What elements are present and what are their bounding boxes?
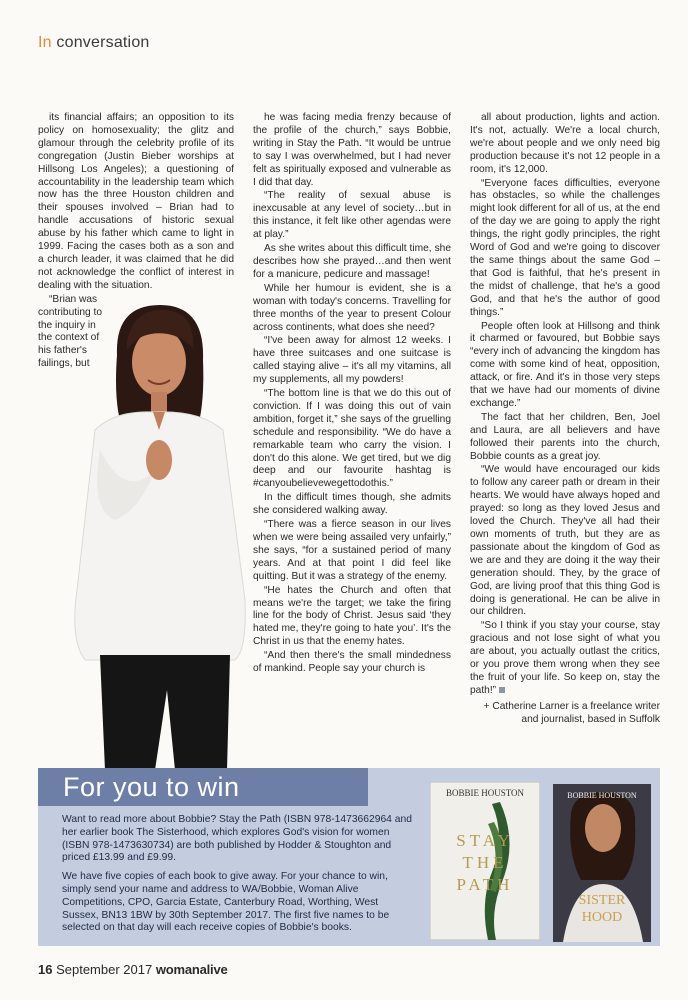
article-paragraph: he was facing media frenzy because of the profile of the church,” says Bobbie, writing in Stay the Path. “It would be untrue to say I was overwhelmed, but I had never felt as spiritually exposed and vulnerable as I did that day. [253,112,451,188]
article-paragraph: “And then there's the small mindedness of mankind. People say your church is [253,650,451,675]
article-paragraph: In the difficult times though, she admits she considered walking away. [253,492,451,517]
section-label [38,34,150,52]
book2-title-line: SISTER [578,893,626,908]
article-paragraph: “The bottom line is that we do this out of conviction. If I was doing this out of vain ambition, forget it,” she says of the gruelling schedule and responsibility. “We do have a remarkable team who carry the vision. I don't do this alone. We get tired, but we dig deep and our favourite hashtag is #canyoubelievewegettodothis.” [253,388,451,490]
competition-text [62,814,417,941]
article-paragraph: As she writes about this difficult time, she describes how she prayed…and then went for a manicure, pedicure and massage! [253,243,451,280]
article-paragraph: “I've been away for almost 12 weeks. I have three suitcases and one suitcase is called staying alive – it's all my vitamins, all my supplements, all my powders! [253,335,451,386]
byline [470,701,660,727]
article-paragraph: People often look at Hillsong and think it charmed or favoured, but Bobbie says “every inch of advancing the kingdom has come with some kind of heat, opposition, attack, or fire. And it's in those very steps that we have had our moments of divine exchange.” [470,320,660,409]
competition-paragraph: We have five copies of each book to give away. For your chance to win, simply send your name and address to WA/Bobbie, Woman Alive Competitions, CPO, Garcia Estate, Canterbury Road, Worthing, West Sussex, BN13 1BW by 30th September 2017. The first five names to be selected on that day will each receive copies of Bobbie's books. [62,871,390,934]
byline-line-1: + Catherine Larner is a freelance writer [483,700,660,712]
page-footer [38,962,228,977]
book-cover-sisterhood [553,784,651,942]
book1-title-line: THE [462,853,508,872]
book2-author: BOBBIE HOUSTON [567,791,637,800]
article-paragraph: “He hates the Church and often that means we're the target; we take the firing line for the body of Christ. Jesus said ‘they hated me, they're going to hate you’. It's the Christ in us that the enemy hates. [253,584,451,648]
article-column-2 [253,112,451,677]
book2-title-line: HOOD [581,910,623,925]
issue-date: September 2017 [52,962,156,977]
competition-title: For you to win [38,768,368,806]
article-paragraph: While her humour is evident, she is a woman with today's concerns. Travelling for three months of the year to present Colour across continents, what does she need? [253,282,451,333]
end-mark-icon [499,687,505,693]
portrait-photo [55,300,255,770]
competition-box [38,768,660,946]
section-label-first: In [38,34,52,51]
book1-title-line: STAY [456,831,514,850]
article-paragraph [470,620,660,697]
page-number: 16 [38,962,53,977]
competition-paragraph: Want to read more about Bobbie? Stay the Path (ISBN 978-1473662964 and her earlier book The Sisterhood, which explores God's vision for women (ISBN 978-1473630734) are both published by Hodder & Stoughton and priced £13.99 and £9.99. [62,814,412,864]
article-paragraph: The fact that her children, Ben, Joel and Laura, are all believers and have followed their parents into the church, Bobbie counts as a great joy. [470,411,660,462]
magazine-brand: womanalive [155,962,228,977]
article-paragraph: “We would have encouraged our kids to follow any career path or dream in their hearts. We would have always hoped and prayed: so long as they loved Jesus and loved the Church. They've all had their own moments of truth, but they are as passionate about the kingdom of God as we are and they are doing it the way their generation should. They, by the grace of God, are living proof that this thing God is doing is generational. He can be alive in our children. [470,464,660,618]
article-paragraph: “There was a fierce season in our lives when we were being assailed very unfairly,” she says, “for a sustained period of many years. And at that point I did feel like quitting. But it was a strategy of the enemy. [253,519,451,582]
article-column-3 [470,112,660,728]
article-paragraph: its financial affairs; an opposition to its policy on homosexuality; the glitz and glamour through the celebrity profile of its congregation (Justin Bieber worships at Hillsong Los Angeles); a questioning of accountability in the leadership team which now has the three Houston children and their spouses involved – Brian had to handle accusations of historic sexual abuse by his father which came to light in 1999. Facing the cases both as a son and a church leader, it was claimed that he did not acknowledge the conflict of interest in dealing with the situation. [38,112,234,291]
article-paragraph: “Everyone faces difficulties, everyone has obstacles, so while the challenges might look different for all of us, at the end of the day we are going to apply the right things, the right godly principles, the right Word of God and we're going to discover the same things about the same God – that God is faithful, that he's present in the midst of challenge, that he's a good God, and that he's the author of good things.” [470,177,660,318]
book1-title-line: PATH [456,875,514,894]
article-paragraph: “Brian was contributing to the inquiry in the context of his father's failings, but [38,293,102,370]
byline-line-2: and journalist, based in Suffolk [521,713,660,725]
closing-quote: “So I think if you stay your course, stay gracious and not lose sight of what you are about, you actually outlast the critics, or you prove them wrong when they see the fruit of your life. So keep on, stay the path!” [470,620,660,696]
article-paragraph: all about production, lights and action. It's not, actually. We're a local church, we're about people and we only need big production because it's not 12 people in a room, it's 12,000. [470,112,660,175]
book-cover-stay-the-path [430,782,540,940]
section-label-rest: conversation [51,34,150,51]
article-paragraph: “The reality of sexual abuse is inexcusable at any level of society…but in this instance, it felt like other agendas were at play.” [253,190,451,241]
book1-author: BOBBIE HOUSTON [445,788,525,798]
